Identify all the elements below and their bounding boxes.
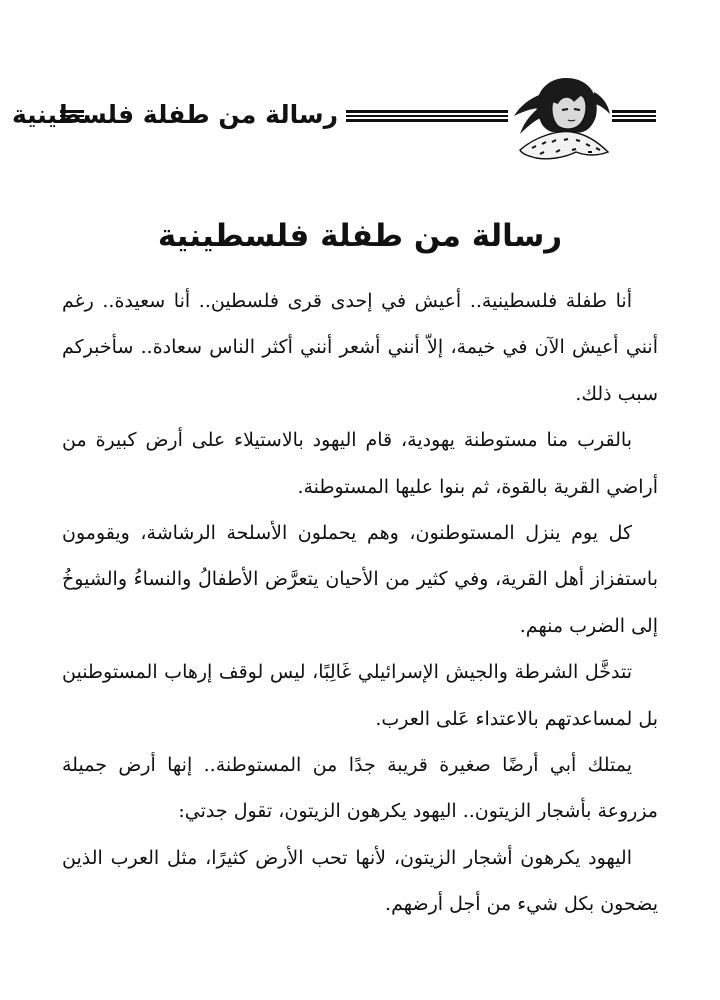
paragraph: كل يوم ينزل المستوطنون، وهم يحملون الأسلحة الرشاشة، ويقومون باستفزاز أهل القرية، وفي كثير من الأحيان يتعرَّض الأطفالُ والنساءُ والشيوخُ إلى الضرب منهم. <box>62 522 658 637</box>
header-rule-right <box>612 110 656 122</box>
running-header <box>11 72 656 162</box>
paragraph: تتدخَّل الشرطة والجيش الإسرائيلي غَالِبًا، ليس لوقف إرهاب المستوطنين بل لمساعدتهم بالاعتداء عَلى العرب. <box>62 661 658 730</box>
paragraph: يمتلك أبي أرضًا صغيرة قريبة جدًا من المستوطنة.. إنها أرض جميلة مزروعة بأشجار الزيتون.. اليهود يكرهون الزيتون، تقول جدتي: <box>62 754 658 823</box>
paragraph: أنا طفلة فلسطينية.. أعيش في إحدى قرى فلسطين.. أنا سعيدة.. رغم أنني أعيش الآن في خيمة، إلاّ أنني أشعر أنني أكثر الناس سعادة.. سأخبركم سبب ذلك. <box>62 290 658 405</box>
paragraph: اليهود يكرهون أشجار الزيتون، لأنها تحب الأرض كثيرًا، مثل العرب الذين يضحون بكل شيء من أجل أرضهم. <box>62 846 658 916</box>
header-title: رسالة من طفلة فلسطينية <box>11 100 338 129</box>
header-rule-middle <box>346 110 508 122</box>
girl-with-scarf-illustration <box>512 72 612 162</box>
paragraph: بالقرب منا مستوطنة يهودية، قام اليهود بالاستيلاء على أرض كبيرة من أراضي القرية بالقوة، ثم بنوا عليها المستوطنة. <box>62 429 658 498</box>
article-title: رسالة من طفلة فلسطينية <box>157 218 563 254</box>
article-body <box>62 278 658 928</box>
